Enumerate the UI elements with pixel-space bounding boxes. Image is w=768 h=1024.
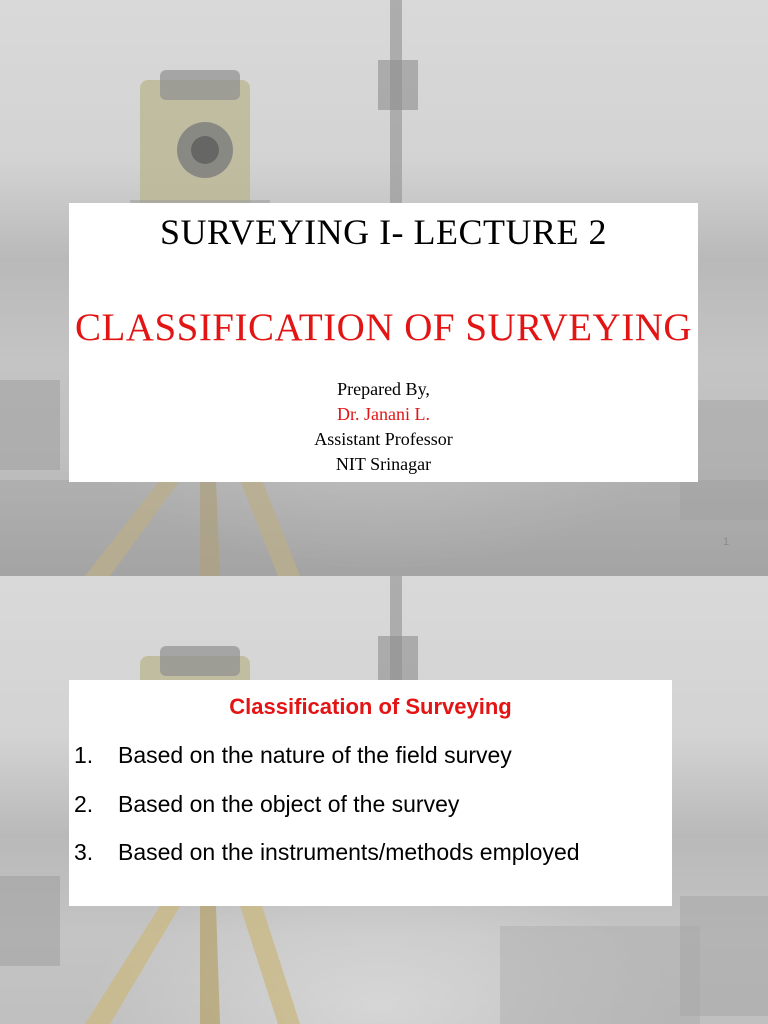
title-box [69, 203, 698, 482]
sub-title: CLASSIFICATION OF SURVEYING [74, 306, 693, 349]
content-heading: Classification of Surveying [229, 694, 512, 719]
list-item-text: Based on the instruments/methods employed [118, 839, 580, 865]
list-item-text: Based on the nature of the field survey [118, 742, 512, 768]
author-name: Dr. Janani L. [337, 404, 430, 424]
prepared-by: Prepared By, [337, 379, 430, 399]
classification-list [74, 742, 580, 888]
slide-2 [0, 576, 768, 1024]
list-item [74, 791, 580, 840]
list-item-number: 1. [74, 742, 94, 768]
list-item [74, 742, 580, 791]
page-number: 1 [722, 536, 730, 548]
designation: Assistant Professor [314, 429, 453, 449]
list-item [74, 839, 580, 888]
list-item-number: 2. [74, 790, 94, 817]
list-item-text: Based on the object of the survey [118, 790, 460, 817]
content-box [69, 680, 672, 906]
credits [69, 377, 698, 477]
main-title: SURVEYING I- LECTURE 2 [159, 212, 608, 252]
list-item-number: 3. [74, 839, 94, 865]
institute: NIT Srinagar [335, 454, 432, 474]
